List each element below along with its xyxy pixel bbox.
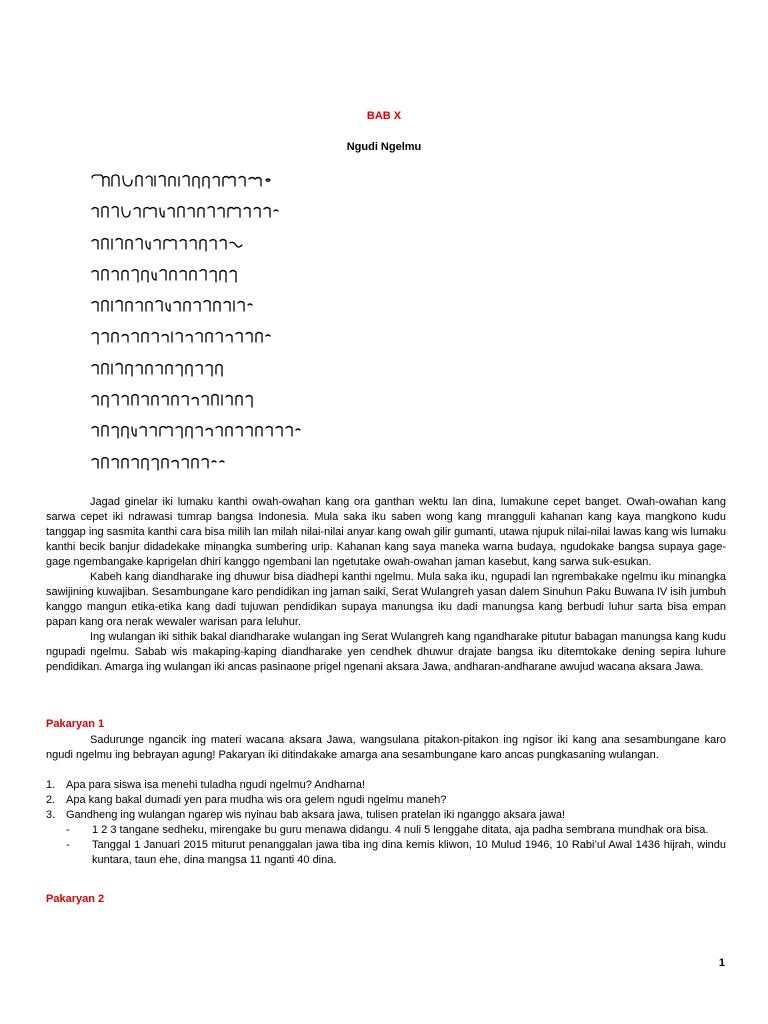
paragraph: Jagad ginelar iki lumaku kanthi owah-owahan kang ora ganthan wektu lan dina, lumakune cepet banget. Owah-owahan kang sarwa cepet iki ndrawasi tumrap bangsa Indonesia. Mula saka iku saben wong kang mrangguli kahanan kang kaya mangkono kudu tanggap ing sasmita kanthi cara bisa milih lan milah nilai-nilai anyar kang owah gilir gumanti, utawa njupuk nilai-nilai lawas kang wis lumaku kanthi becik banjur didadekake minangka sumbering urip. Kahanan kang saya maneka warna budaya, ngudokake bangsa supaya gage-gage ngembangake kaprigelan dhiri kanggo ngembani lan ngetutake owah-owahan jaman kasebut, kang sarwa suk-esukan. [46, 496, 726, 568]
javanese-script-line [90, 266, 390, 284]
dash-bullet: - [66, 839, 70, 851]
javanese-script-line [90, 454, 390, 472]
question-item [46, 808, 726, 823]
question-number: 3. [46, 809, 56, 821]
javanese-script-line [90, 328, 390, 346]
paragraph: Kabeh kang diandharake ing dhuwur bisa diadhepi kanthi ngelmu. Mula saka iku, ngupadi lan ngrembakake ngelmu iku minangka sawijining kuwajiban. Sesambungane karo pendidikan ing jaman saiki, Serat Wulangreh yasan dalem Sinuhun Paku Buwana IV isih jumbuh kanggo mangun etika-etika kang dadi tujuwan pendidikan supaya manungsa iku dadi manungsa kang berbudi luhur sarta bisa empan papan kang ora nerak wewaler warisan para leluhur. [46, 571, 726, 628]
question-text: Gandheng ing wulangan ngarep wis nyinau bab aksara jawa, tulisen pratelan iki nganggo aksara jawa! [66, 809, 565, 821]
section-heading-pakaryan-1: Pakaryan 1 [46, 718, 105, 730]
javanese-script-line [90, 422, 390, 440]
sub-item-list [66, 823, 726, 868]
dash-bullet: - [66, 824, 70, 836]
paragraph: Ing wulangan iki sithik bakal diandharake wulangan ing Serat Wulangreh kang ngandharake pitutur babagan manungsa kang kudu ngupadi ngelmu. Sabab wis makaping-kaping diandharake yen cendhek dhuwur drajate bangsa iku ditemtokake dening sepira luhure pendidikan. Amarga ing wulangan iki ancas pasinaone prigel ngenani aksara Jawa, andharan-andharane awujud wacana aksara Jawa. [46, 631, 726, 673]
chapter-title: BAB X [366, 110, 402, 122]
page-number: 1 [718, 957, 725, 969]
sub-item-text: 1 2 3 tangane sedheku, mirengake bu guru menawa didangu. 4 nuli 5 lenggahe ditata, aja padha sembrana mundhak ora bisa. [92, 824, 709, 836]
javanese-script-line [90, 297, 390, 315]
javanese-script-block [90, 172, 390, 485]
javanese-script-line [90, 203, 390, 221]
question-number: 2. [46, 794, 56, 806]
chapter-subtitle: Ngudi Ngelmu [346, 141, 422, 153]
question-item [46, 778, 726, 793]
question-text: Apa kang bakal dumadi yen para mudha wis ora gelem ngudi ngelmu maneh? [66, 794, 447, 806]
body-text [46, 495, 726, 675]
question-list [46, 778, 726, 868]
sub-item-text: Tanggal 1 Januari 2015 miturut penanggalan jawa tiba ing dina kemis kliwon, 10 Mulud 1946, 10 Rabi’ul Awal 1436 hijrah, windu kuntara, taun ehe, dina mangsa 11 nganti 40 dina. [92, 839, 726, 866]
javanese-script-line [90, 172, 390, 190]
sub-item [66, 838, 726, 868]
pakaryan-1-intro: Sadurunge ngancik ing materi wacana aksara Jawa, wangsulana pitakon-pitakon ing ngisor iki kang ana sesambungane karo ngudi ngelmu ing bebrayan agung! Pakaryan iki ditindakake amarga ana sesambungane karo ancas pungkasaning wulangan. [46, 734, 726, 761]
javanese-script-line [90, 235, 390, 253]
question-number: 1. [46, 779, 56, 791]
question-text: Apa para siswa isa menehi tuladha ngudi ngelmu? Andharna! [66, 779, 366, 791]
question-item [46, 793, 726, 808]
section-heading-pakaryan-2: Pakaryan 2 [46, 893, 105, 905]
javanese-script-line [90, 360, 390, 378]
javanese-script-line [90, 391, 390, 409]
sub-item [66, 823, 726, 838]
